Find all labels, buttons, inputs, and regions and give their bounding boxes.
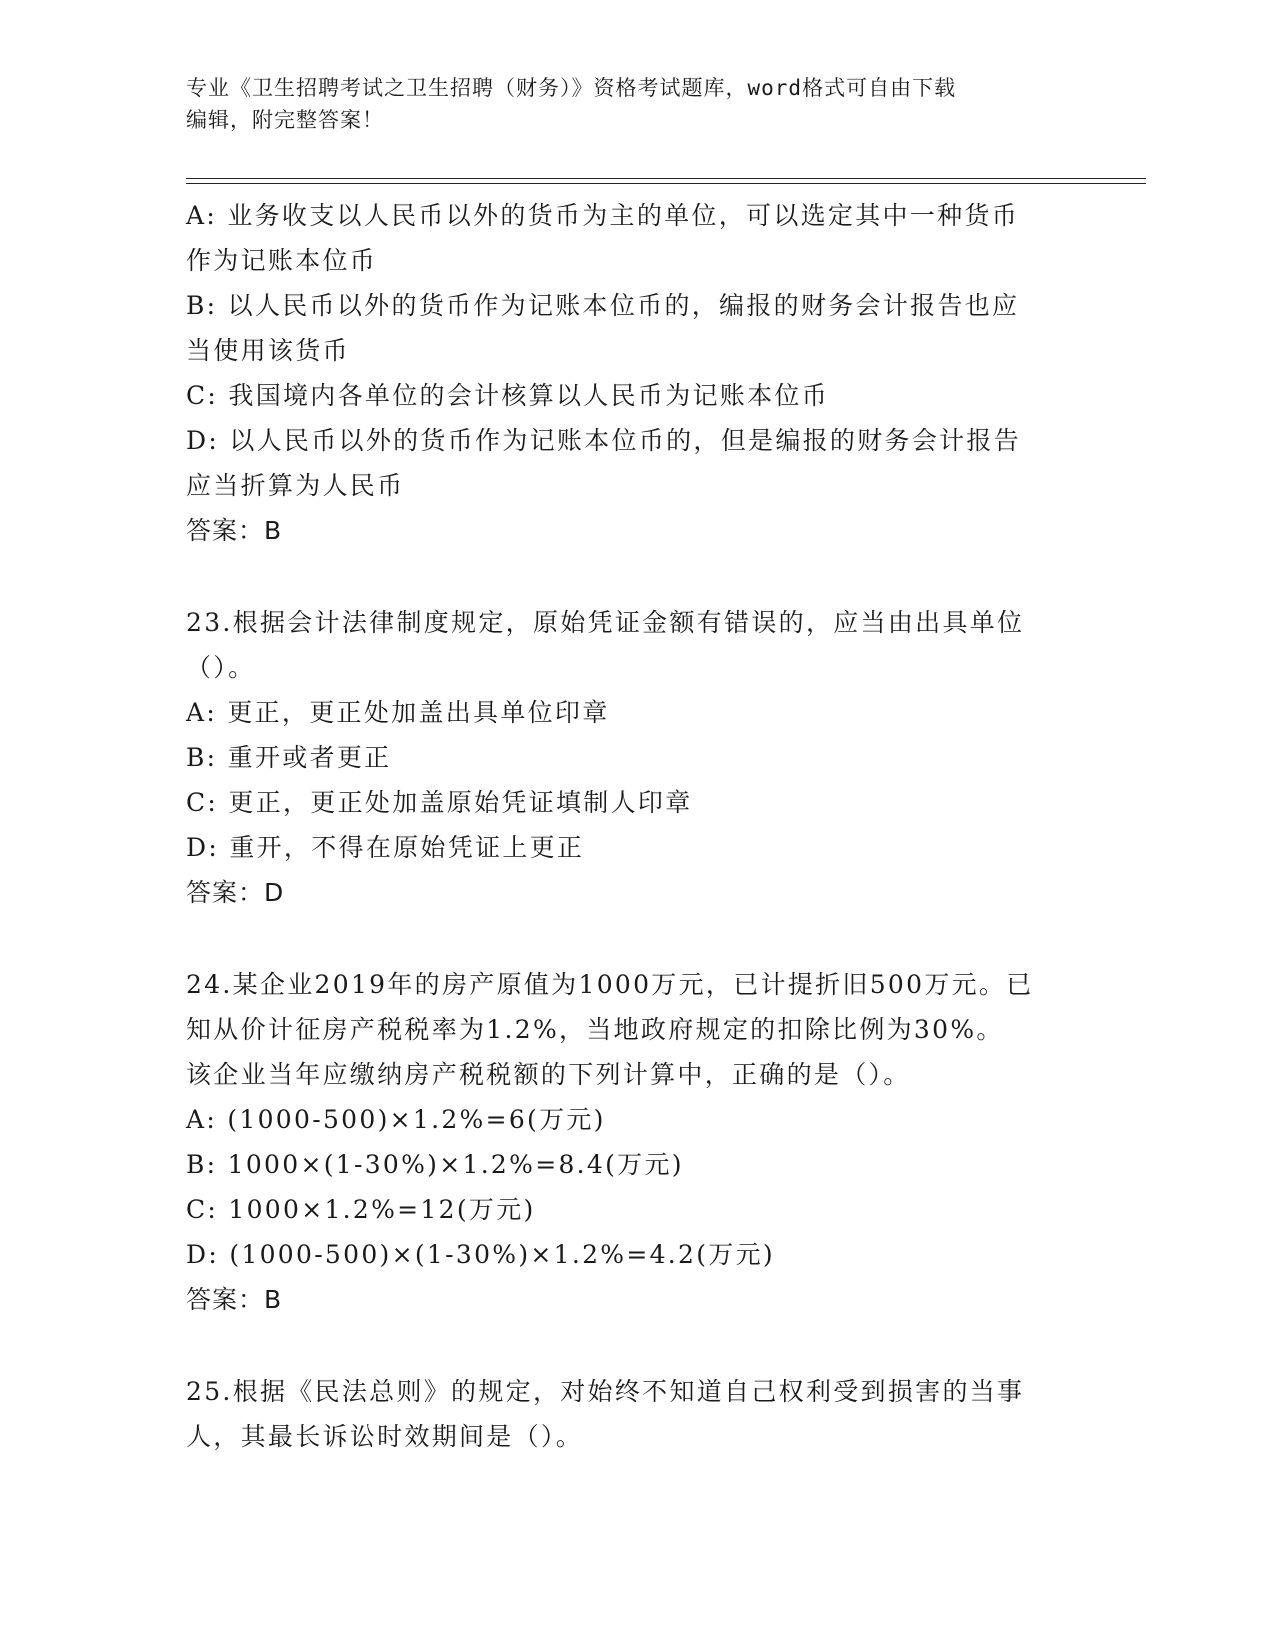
answer-line: 答案：B (186, 1285, 283, 1314)
option-a-line: A: 更正，更正处加盖出具单位印章 (186, 698, 610, 727)
header-line: 专业《卫生招聘考试之卫生招聘（财务）》资格考试题库，word格式可自由下载 (186, 76, 957, 100)
question-text-continuation: 知从价计征房产税税率为1.2%，当地政府规定的扣除比例为30%。 (186, 1015, 1004, 1044)
question-text: 24.某企业2019年的房产原值为1000万元，已计提折旧500万元。已 (186, 970, 1034, 999)
option-d-line: D: (1000-500)×(1-30%)×1.2%=4.2(万元) (186, 1240, 775, 1269)
question-23-block (186, 600, 1066, 915)
question-text-continuation: 该企业当年应缴纳房产税税额的下列计算中，正确的是（）。 (186, 1060, 911, 1089)
question-text-continuation: 人，其最长诉讼时效期间是（）。 (186, 1422, 584, 1451)
question-25-block (186, 1369, 1066, 1459)
option-d-continuation: 应当折算为人民币 (186, 471, 405, 500)
question-list (186, 193, 1066, 1459)
document-header (186, 72, 1066, 136)
header-divider (186, 178, 1146, 179)
option-b-line: B: 1000×(1-30%)×1.2%=8.4(万元) (186, 1150, 684, 1179)
header-divider (186, 183, 1146, 184)
option-a-line: A: 业务收支以人民币以外的货币为主的单位，可以选定其中一种货币 (186, 201, 1020, 230)
question-text: 23.根据会计法律制度规定，原始凭证金额有错误的，应当由出具单位 (186, 608, 1025, 637)
answer-line: 答案：D (186, 878, 285, 907)
spacer (186, 553, 1066, 600)
option-c-line: C: 更正，更正处加盖原始凭证填制人印章 (186, 788, 693, 817)
option-b-continuation: 当使用该货币 (186, 336, 350, 365)
option-d-line: D: 重开，不得在原始凭证上更正 (186, 833, 585, 862)
option-c-line: C: 我国境内各单位的会计核算以人民币为记账本位币 (186, 381, 829, 410)
option-b-line: B: 重开或者更正 (186, 743, 392, 772)
option-a-line: A: (1000-500)×1.2%=6(万元) (186, 1105, 606, 1134)
question-text: 25.根据《民法总则》的规定，对始终不知道自己权利受到损害的当事 (186, 1377, 1025, 1406)
question-text-continuation: （）。 (186, 653, 256, 682)
option-c-line: C: 1000×1.2%=12(万元) (186, 1195, 536, 1224)
option-a-continuation: 作为记账本位币 (186, 246, 378, 275)
option-b-line: B: 以人民币以外的货币作为记账本位币的，编报的财务会计报告也应 (186, 291, 1020, 320)
spacer (186, 1322, 1066, 1369)
question-22-block (186, 193, 1066, 553)
question-24-block (186, 962, 1066, 1322)
spacer (186, 915, 1066, 962)
answer-line: 答案：B (186, 516, 283, 545)
option-d-line: D: 以人民币以外的货币作为记账本位币的，但是编报的财务会计报告 (186, 426, 1022, 455)
header-line: 编辑，附完整答案！ (186, 108, 384, 132)
